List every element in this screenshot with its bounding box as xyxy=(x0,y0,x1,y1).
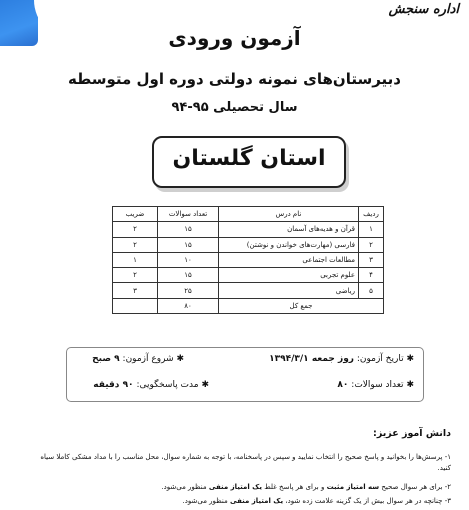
table-row xyxy=(113,222,384,237)
bullet-icon: ✱ xyxy=(201,380,209,390)
table-row xyxy=(113,252,384,267)
exam-start xyxy=(92,354,184,364)
subject-name: مطالعات اجتماعی xyxy=(219,252,359,267)
question-total xyxy=(337,380,414,390)
instruction-2-emphasis: سه امتیاز مثبت xyxy=(326,483,380,491)
instruction-2 xyxy=(31,482,451,493)
row-number: ۴ xyxy=(359,268,384,283)
coefficient: ۱ xyxy=(113,252,158,267)
header-subject: نام درس xyxy=(219,207,359,222)
total-coefficient-empty xyxy=(113,298,158,313)
row-number: ۳ xyxy=(359,252,384,267)
coefficient: ۲ xyxy=(113,222,158,237)
page-subtitle: دبیرستان‌های نمونه دولتی دوره اول متوسطه xyxy=(67,70,402,88)
signature-logo: اداره سنجش xyxy=(388,2,459,17)
exam-start-value: ۹ صبح xyxy=(92,354,120,364)
coefficient: ۲ xyxy=(113,237,158,252)
header-row-number: ردیف xyxy=(359,207,384,222)
answer-duration xyxy=(93,380,209,390)
academic-year: سال تحصیلی ۹۵-۹۴ xyxy=(171,100,298,115)
coefficient: ۳ xyxy=(113,283,158,298)
bullet-icon: ✱ xyxy=(406,380,414,390)
page-title: آزمون ورودی xyxy=(168,26,301,50)
coefficient: ۲ xyxy=(113,268,158,283)
table-header-row xyxy=(113,207,384,222)
bullet-icon: ✱ xyxy=(176,354,184,364)
instruction-2-emphasis: یک امتیاز منفی xyxy=(208,483,262,491)
total-count: ۸۰ xyxy=(158,298,219,313)
instruction-1: ۱- پرسش‌ها را بخوانید و پاسخ صحیح را انتخاب نمایید و سپس در پاسخنامه، با توجه به شماره سوال، محل مناسب را با مداد مشکی کاملا سیاه کنید. xyxy=(40,453,451,472)
header-question-count: تعداد سوالات xyxy=(158,207,219,222)
bullet-icon: ✱ xyxy=(406,354,414,364)
table-total-row xyxy=(113,298,384,313)
question-count: ۱۵ xyxy=(158,268,219,283)
instruction-3-part: ۳- چنانچه در هر سوال بیش از یک گزینه علامت زده شود، xyxy=(285,497,451,505)
question-total-value: ۸۰ xyxy=(337,380,349,390)
subjects-table xyxy=(112,206,384,314)
question-count: ۱۰ xyxy=(158,252,219,267)
subject-name: ریاضی xyxy=(219,283,359,298)
table-row xyxy=(113,268,384,283)
row-number: ۵ xyxy=(359,283,384,298)
row-number: ۲ xyxy=(359,237,384,252)
answer-duration-value: ۹۰ دقیقه xyxy=(93,380,134,390)
total-label: جمع کل xyxy=(219,298,384,313)
question-total-label: تعداد سوالات: xyxy=(351,380,404,390)
province-name: استان گلستان xyxy=(172,146,326,171)
row-number: ۱ xyxy=(359,222,384,237)
question-count: ۱۵ xyxy=(158,222,219,237)
answer-duration-label: مدت پاسخگویی: xyxy=(136,380,199,390)
exam-start-label: شروع آزمون: xyxy=(122,354,174,364)
table-row xyxy=(113,283,384,298)
subject-name: فارسی (مهارت‌های خواندن و نوشتن) xyxy=(219,237,359,252)
dear-student-heading: دانش آموز عزیز: xyxy=(373,428,451,439)
instruction-2-part: ۲- برای هر سوال صحیح xyxy=(381,483,451,491)
exam-date-label: تاریخ آزمون: xyxy=(356,354,404,364)
subject-name: قرآن و هدیه‌های آسمان xyxy=(219,222,359,237)
question-count: ۲۵ xyxy=(158,283,219,298)
exam-date xyxy=(269,354,414,364)
instruction-3-part: منظور می‌شود. xyxy=(182,497,228,505)
question-count: ۱۵ xyxy=(158,237,219,252)
header-coefficient: ضریب xyxy=(113,207,158,222)
table-row xyxy=(113,237,384,252)
instruction-3-emphasis: یک امتیاز منفی xyxy=(230,497,284,505)
exam-date-value: روز جمعه ۱۳۹۴/۳/۱ xyxy=(269,354,354,364)
instruction-3 xyxy=(31,496,451,507)
instruction-2-part: منظور می‌شود. xyxy=(161,483,207,491)
subject-name: علوم تجربی xyxy=(219,268,359,283)
instruction-2-part: و برای هر پاسخ غلط xyxy=(264,483,325,491)
